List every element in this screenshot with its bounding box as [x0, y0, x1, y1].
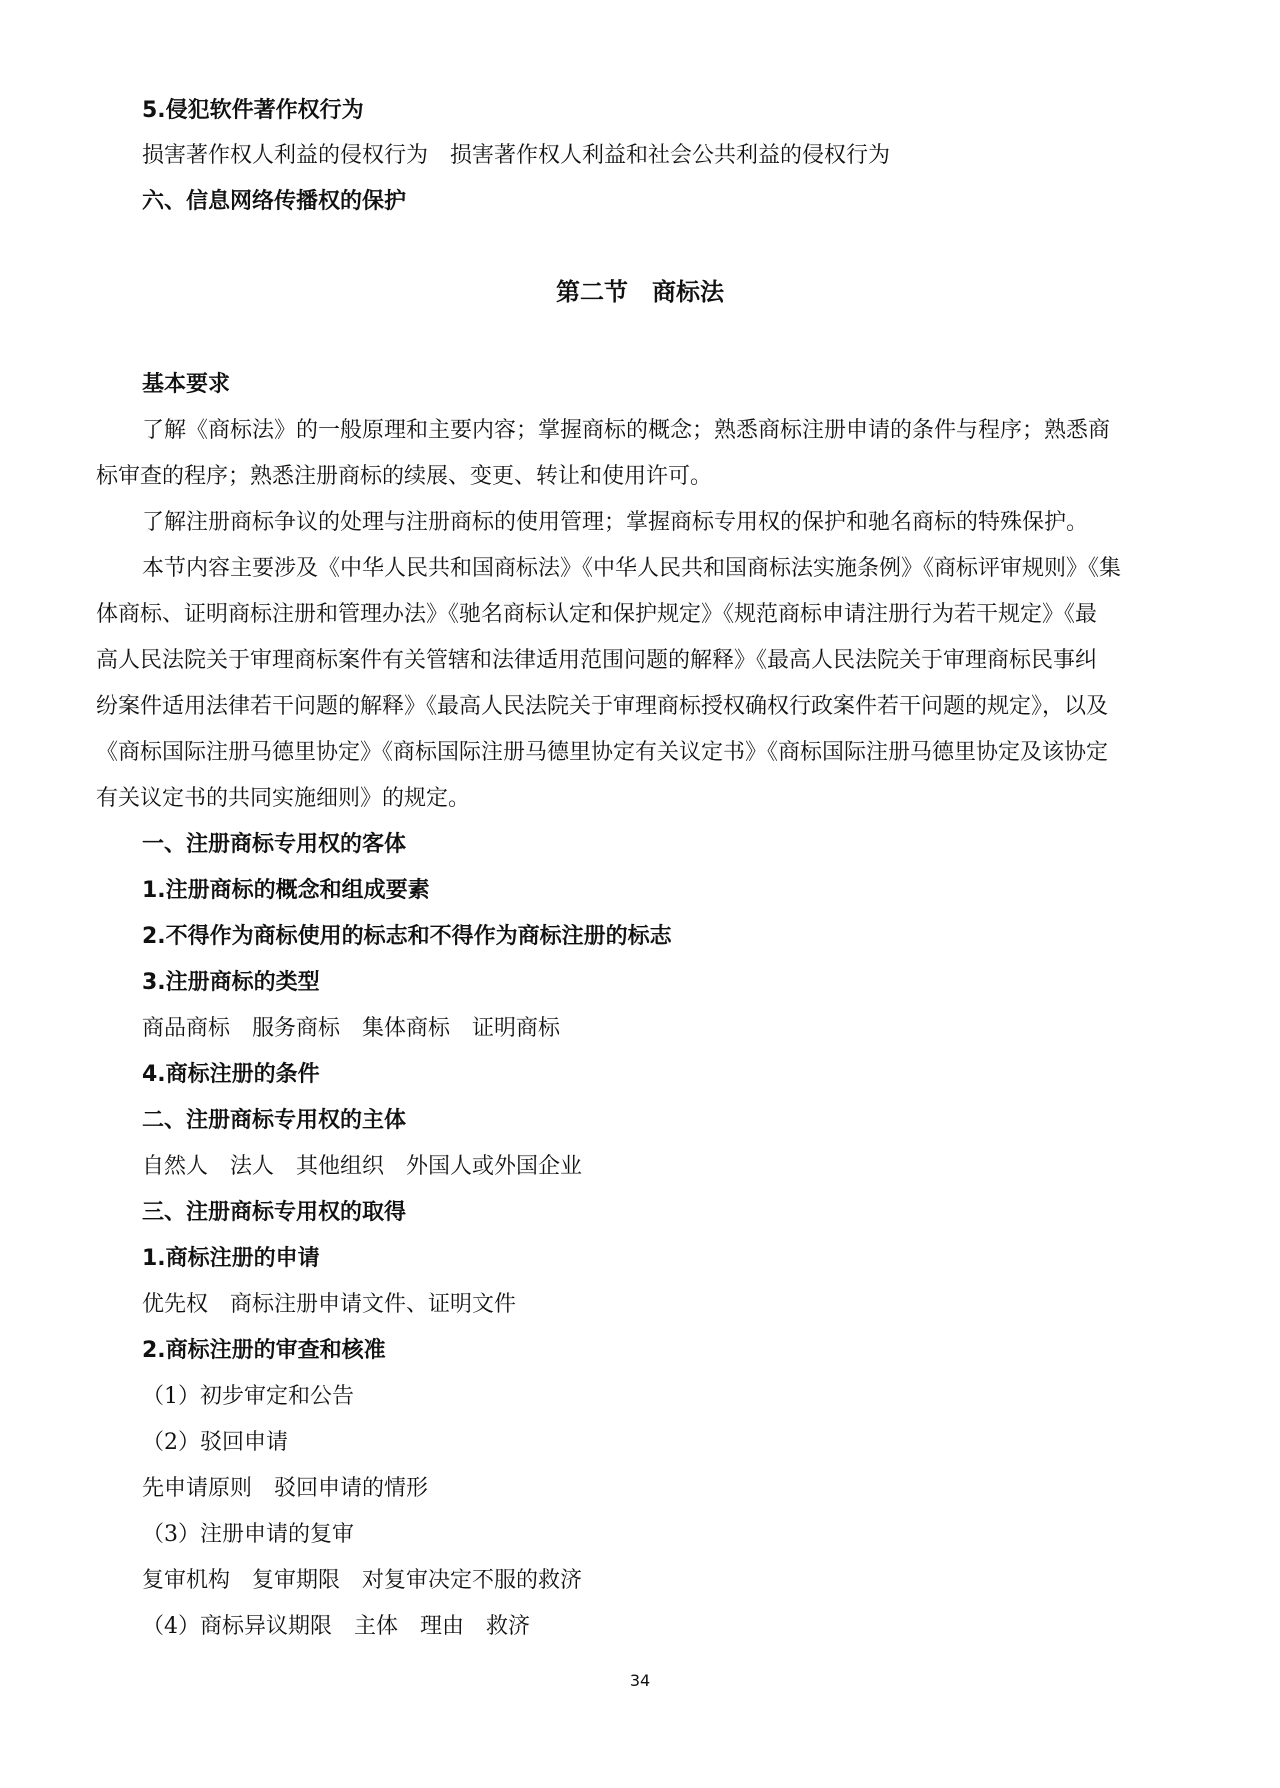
outline-subheading: 1.商标注册的申请: [142, 1246, 320, 1271]
section-title: 第二节 商标法: [556, 278, 724, 306]
req-para3-line: 《商标国际注册马德里协定》《商标国际注册马德里协定有关议定书》《商标国际注册马德里协定及该协定: [96, 740, 1109, 765]
req-para3-line: 体商标、证明商标注册和管理办法》《驰名商标认定和保护规定》《规范商标申请注册行为若干规定》《最: [96, 602, 1098, 627]
outline-subheading: 2.商标注册的审查和核准: [142, 1338, 386, 1363]
infringement-types-line: 损害著作权人利益的侵权行为 损害著作权人利益和社会公共利益的侵权行为: [142, 143, 891, 168]
outline-heading: 二、注册商标专用权的主体: [142, 1108, 407, 1133]
req-para3-line: 高人民法院关于审理商标案件有关管辖和法律适用范围问题的解释》《最高人民法院关于审理商标民事纠: [96, 648, 1098, 673]
outline-subheading: 2.不得作为商标使用的标志和不得作为商标注册的标志: [142, 924, 672, 949]
heading-network-right: 六、信息网络传播权的保护: [142, 189, 407, 214]
outline-subheading: 1.注册商标的概念和组成要素: [142, 878, 430, 903]
outline-item: 复审机构 复审期限 对复审决定不服的救济: [142, 1568, 583, 1593]
outline-item: （3）注册申请的复审: [142, 1522, 354, 1547]
heading-infringement-software: 5.侵犯软件著作权行为: [142, 98, 364, 123]
outline-item: （1）初步审定和公告: [142, 1384, 354, 1409]
outline-item: 自然人 法人 其他组织 外国人或外国企业: [142, 1154, 583, 1179]
outline-item: 优先权 商标注册申请文件、证明文件: [142, 1292, 517, 1317]
req-para1-line1: 了解《商标法》的一般原理和主要内容；掌握商标的概念；熟悉商标注册申请的条件与程序；熟悉商: [142, 418, 1111, 443]
outline-heading: 一、注册商标专用权的客体: [142, 832, 407, 857]
outline-item: 先申请原则 驳回申请的情形: [142, 1476, 429, 1501]
req-para2: 了解注册商标争议的处理与注册商标的使用管理；掌握商标专用权的保护和驰名商标的特殊保护。: [142, 510, 1089, 535]
outline-subheading: 3.注册商标的类型: [142, 970, 320, 995]
requirements-heading: 基本要求: [142, 372, 231, 397]
outline-subheading: 4.商标注册的条件: [142, 1062, 320, 1087]
outline-item: （2）驳回申请: [142, 1430, 288, 1455]
outline-heading: 三、注册商标专用权的取得: [142, 1200, 407, 1225]
page-number: 34: [629, 1671, 651, 1690]
req-para3-line: 纷案件适用法律若干问题的解释》《最高人民法院关于审理商标授权确权行政案件若干问题的规定》，以及: [96, 694, 1109, 719]
outline-item: 商品商标 服务商标 集体商标 证明商标: [142, 1016, 561, 1041]
req-para3-line: 本节内容主要涉及《中华人民共和国商标法》《中华人民共和国商标法实施条例》《商标评审规则》《集: [142, 556, 1122, 581]
outline-item: （4）商标异议期限 主体 理由 救济: [142, 1614, 530, 1639]
req-para3-line: 有关议定书的共同实施细则》的规定。: [96, 786, 471, 811]
req-para1-line2: 标审查的程序；熟悉注册商标的续展、变更、转让和使用许可。: [96, 464, 713, 489]
